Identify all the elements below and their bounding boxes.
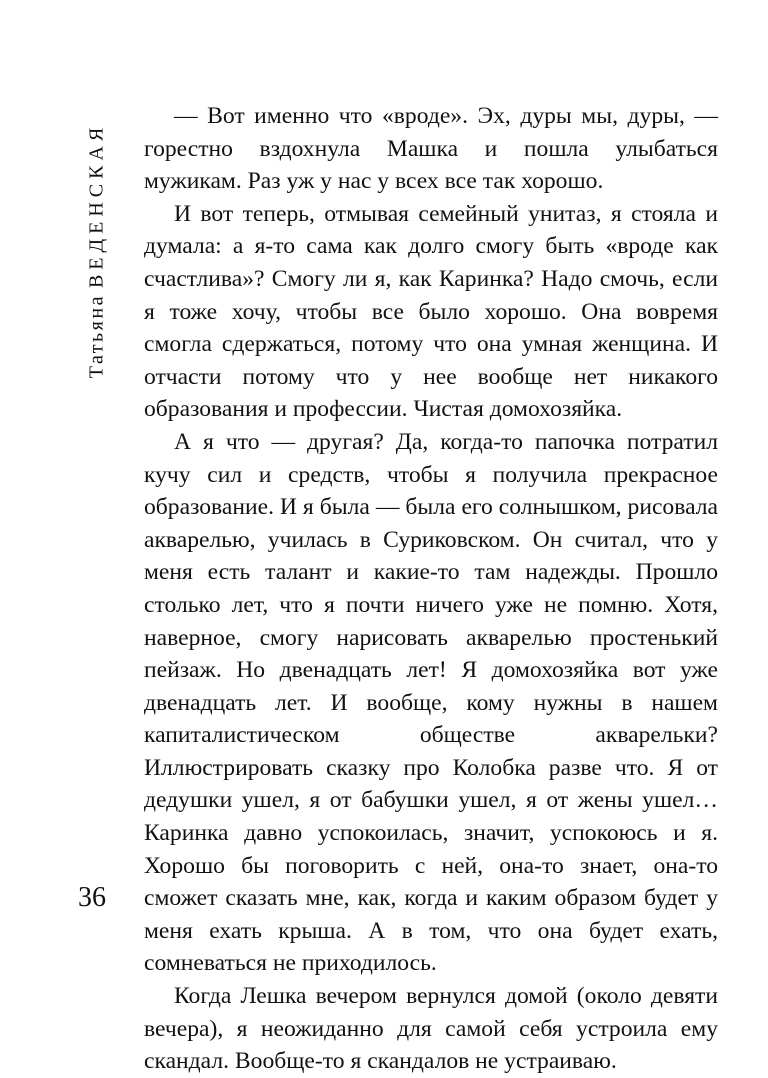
paragraph: — Вот именно что «вроде». Эх, дуры мы, дуры, — горестно вздохнула Машка и пошла улыбаться мужикам. Раз уж у нас у всех все так хорошо. [144, 103, 718, 195]
running-head [78, 100, 116, 400]
page-body [144, 100, 718, 1078]
paragraph: И вот теперь, отмывая семейный унитаз, я стояла и думала: а я-то сама как долго смогу быть «вроде как счастлива»? Смогу ли я, как Каринка? Надо смочь, если я тоже хочу, чтобы все было хорошо. Она вовремя смогла сдержаться, потому что она умная женщина. И отчасти потому что у нее вообще нет никакого образования и профессии. Чистая домохозяйка. [144, 200, 718, 423]
paragraph: Когда Лешка вечером вернулся домой (около девяти вечера), я неожиданно для самой себя устроила ему скандал. Вообще-то я скандалов не устраиваю. [144, 983, 718, 1075]
author-surname: ВЕДЕНСКАЯ [85, 122, 108, 288]
running-head-text [86, 122, 109, 378]
author-first-name: Татьяна [85, 293, 108, 378]
page-number: 36 [78, 882, 106, 913]
paragraph: А я что — другая? Да, когда-то папочка потратил кучу сил и средств, чтобы я получила прекрасное образование. И я была — была его солнышком, рисовала акварелью, училась в Суриковском. Он считал, что у меня есть талант и какие-то там надежды. Прошло столько лет, что я почти ничего уже не помню. Хотя, наверное, смогу нарисовать акварелью простенький пейзаж. Но двенадцать лет! Я домохозяйка вот уже двенадцать лет. И вообще, кому нужны в нашем капиталистическом обществе акварельки? Иллюстрировать сказку про Колобка разве что. Я от дедушки ушел, я от бабушки ушел, я от жены ушел… Каринка давно успокоилась, значит, успокоюсь и я. Хорошо бы поговорить с ней, она-то знает, она-то сможет сказать мне, как, когда и каким образом будет у меня ехать крыша. А в том, что она будет ехать, сомневаться не приходилось. [144, 428, 718, 977]
